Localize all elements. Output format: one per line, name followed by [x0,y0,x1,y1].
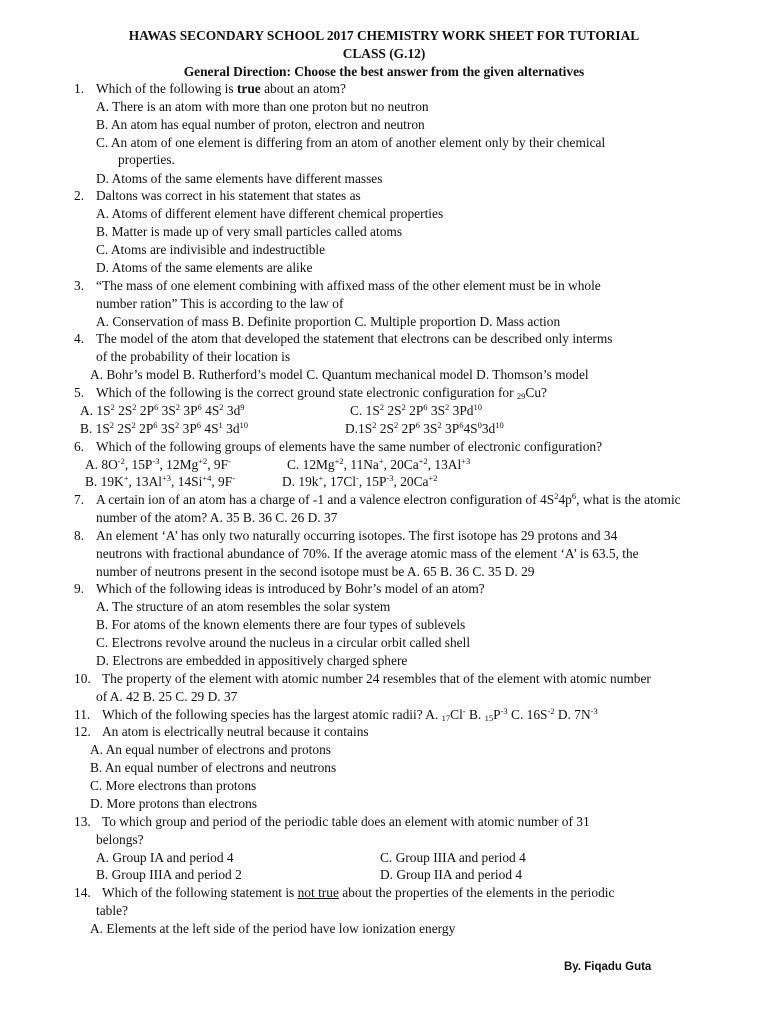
q8-options: number of neutrons present in the second isotope must be A. 65 B. 36 C. 35 D. 29 [96,564,535,579]
q11-number: 11. [74,707,91,722]
q1-text: Which of the following is true about an atom? [96,81,346,96]
q12-option-b: B. An equal number of electrons and neutrons [90,760,337,775]
q5-option-d: $D.1S^2$ $2S^2$ $2P^6$ $3S^2$ $3P^64S^03d^{10}$ [345,420,504,436]
q4-text-cont: of the probability of their location is [96,349,291,364]
q9-option-a: A. The structure of an atom resembles the solar system [96,599,391,614]
q2-number: 2. [74,188,85,203]
q13-text: To which group and period of the periodic table does an element with atomic number of 31 [102,814,590,829]
q14-option-a: A. Elements at the left side of the period have low ionization energy [90,921,456,936]
q14-text: Which of the following statement is not true about the properties of the elements in the periodic [102,885,615,900]
q8-text-cont: neutrons with fractional abundance of 70%. If the average atomic mass of the element ‘A’ is 63.5, the [96,546,639,561]
q12-option-c: C. More electrons than protons [90,778,257,793]
q6-number: 6. [74,439,85,454]
q6-option-d: D. 19k+, 17Cl-, $15P^{-3}$, $20Ca^{+2}$ [282,473,438,489]
q7-text: A certain ion of an atom has a charge of -1 and a valence electron configuration of $4S^24p^6$, what is the atomic [96,491,681,507]
q6-option-c: C. $12Mg^{+2}$, 11Na+, $20Ca^{+2}$, $13Al^{+3}$ [287,456,471,472]
q4-options: A. Bohr’s model B. Rutherford’s model C. Quantum mechanical model D. Thomson’s model [90,367,589,382]
q14-number: 14. [74,885,91,900]
q4-number: 4. [74,331,85,346]
q10-options: of A. 42 B. 25 C. 29 D. 37 [96,689,238,704]
q1-option-c: C. An atom of one element is differing from an atom of another element only by their chemical [96,135,606,150]
worksheet-title: HAWAS SECONDARY SCHOOL 2017 CHEMISTRY WORK SHEET FOR TUTORIAL [128,28,640,43]
q9-number: 9. [74,581,85,596]
q5-option-b: B. $1S^2$ $2S^2$ $2P^6$ $3S^2$ $3P^6$ $4S^1$ $3d^{10}$ [80,420,249,436]
q1-option-d: D. Atoms of the same elements have different masses [96,171,383,186]
q13-option-a: A. Group IA and period 4 [96,850,234,865]
class-label: CLASS (G.12) [342,46,426,61]
q5-number: 5. [74,385,85,400]
q10-number: 10. [74,671,91,686]
q8-number: 8. [74,528,85,543]
q12-number: 12. [74,724,91,739]
q9-text: Which of the following ideas is introduced by Bohr’s model of an atom? [96,581,485,596]
q7-number: 7. [74,492,85,507]
q3-text-cont: number ration” This is according to the law of [96,296,344,311]
q2-option-b: B. Matter is made up of very small particles called atoms [96,224,403,239]
q5-option-c: C. $1S^2$ $2S^2$ $2P^6$ $3S^2$ 3Pd$^{10}$ [350,402,482,418]
q6-text: Which of the following groups of elements have the same number of electronic configuration? [96,439,603,454]
q6-option-a: A. $8O^{-2}$, $15P^{-3}$, $12Mg^{+2}$, 9F- [85,456,231,472]
q4-text: The model of the atom that developed the statement that electrons can be described only interms [96,331,613,346]
q12-text: An atom is electrically neutral because it contains [102,724,369,739]
q12-option-a: A. An equal number of electrons and protons [90,742,331,757]
q1-number: 1. [74,81,85,96]
q9-option-c: C. Electrons revolve around the nucleus in a circular orbit called shell [96,635,471,650]
q3-options: A. Conservation of mass B. Definite proportion C. Multiple proportion D. Mass action [96,314,561,329]
q2-text: Daltons was correct in his statement that states as [96,188,361,203]
q5-option-a: A. $1S^2$ $2S^2$ $2P^6$ $3S^2$ $3P^6$ $4S^2$ $3d^9$ [80,402,245,418]
q8-text: An element ‘A’ has only two naturally occurring isotopes. The first isotope has 29 protons and 34 [96,528,618,543]
q13-option-b: B. Group IIIA and period 2 [96,867,242,882]
general-direction: General Direction: Choose the best answer from the given alternatives [183,64,585,79]
q13-number: 13. [74,814,91,829]
q14-text-cont: table? [96,903,128,918]
q13-text-cont: belongs? [96,832,144,847]
q10-text: The property of the element with atomic number 24 resembles that of the element with atomic number [102,671,651,686]
q2-option-c: C. Atoms are indivisible and indestructible [96,242,326,257]
q1-option-a: A. There is an atom with more than one proton but no neutron [96,99,429,114]
q3-text: “The mass of one element combining with affixed mass of the other element must be in whole [96,278,601,293]
q3-number: 3. [74,278,85,293]
author-credit: By. Fiqadu Guta [564,961,652,973]
q1-option-c-cont: properties. [118,152,175,167]
q12-option-d: D. More protons than electrons [90,796,257,811]
q2-option-d: D. Atoms of the same elements are alike [96,260,313,275]
q2-option-a: A. Atoms of different element have different chemical properties [96,206,444,221]
q5-text: Which of the following is the correct ground state electronic configuration for $_{29}$Cu? [96,385,547,401]
q9-option-b: B. For atoms of the known elements there are four types of sublevels [96,617,466,632]
q1-option-b: B. An atom has equal number of proton, electron and neutron [96,117,425,132]
q11-text: Which of the following species has the largest atomic radii? A. $_{17}$Cl- B. $_{15}P^{-3}$ C. $16S^{-2}$ D. $7N^{-3}$ [102,706,598,723]
q7-options: number of the atom? A. 35 B. 36 C. 26 D. 37 [96,510,338,525]
q13-option-c: C. Group IIIA and period 4 [380,850,526,865]
q6-option-b: B. 19K+, $13Al^{+3}$, $14Si^{+4}$, 9F- [85,473,236,489]
q9-option-d: D. Electrons are embedded in appositively charged sphere [96,653,408,668]
q13-option-d: D. Group IIA and period 4 [380,867,523,882]
